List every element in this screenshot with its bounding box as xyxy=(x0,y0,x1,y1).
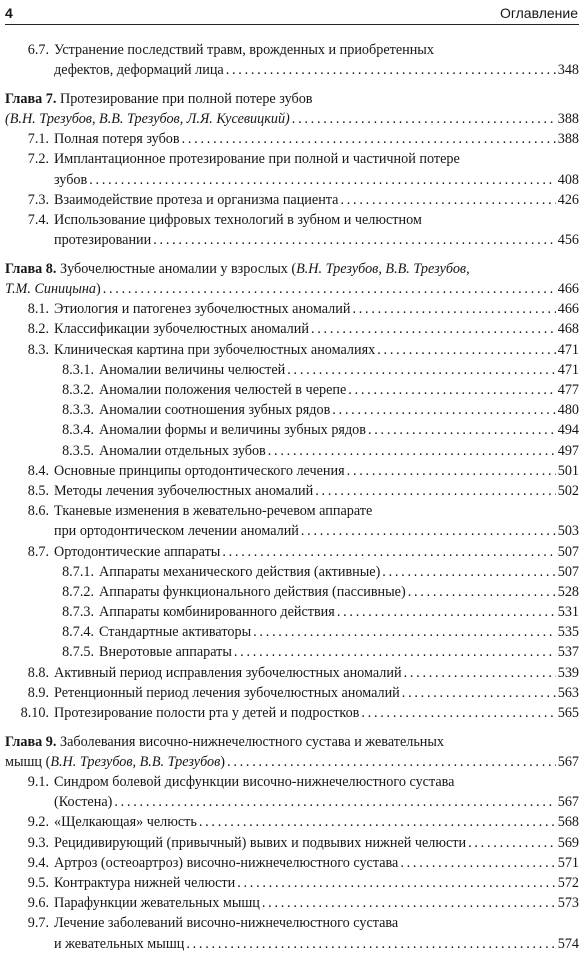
dot-leader xyxy=(468,833,556,853)
dot-leader xyxy=(268,441,556,461)
page-ref: 501 xyxy=(557,462,579,479)
toc-entry xyxy=(5,812,579,832)
entry-number: 8.3.1. xyxy=(62,361,94,378)
dot-leader xyxy=(237,873,556,893)
toc-entry xyxy=(5,752,579,772)
page-ref: 502 xyxy=(557,482,579,499)
page-ref: 507 xyxy=(557,563,579,580)
entry-leader-line xyxy=(5,319,579,339)
toc-entry xyxy=(5,340,579,360)
page-ref: 531 xyxy=(557,604,579,621)
text-run: мышц ( xyxy=(5,753,51,770)
toc-entry xyxy=(5,170,579,190)
chapter-authors: В.Н. Трезубов, В.В. Трезубов, xyxy=(296,260,470,277)
dot-leader xyxy=(292,109,556,129)
entry-number: 8.4. xyxy=(27,462,49,479)
entry-title xyxy=(54,230,151,250)
dot-leader xyxy=(377,340,555,360)
chapter-authors: В.Н. Трезубов, В.В. Трезубов xyxy=(50,753,221,770)
text-run: Аппараты комбинированного действия xyxy=(99,604,335,621)
page-ref: 567 xyxy=(557,794,579,811)
dot-leader xyxy=(226,60,556,80)
text-run: Протезирование полости рта у детей и подростков xyxy=(54,705,360,721)
entry-leader-line xyxy=(5,230,579,250)
entry-number: 8.3.2. xyxy=(62,382,94,398)
page-ref: 568 xyxy=(557,814,579,831)
text-run: Аппараты функционального действия (пассивные) xyxy=(99,583,406,600)
toc-entry xyxy=(5,299,579,319)
entry-number: 8.2. xyxy=(27,321,49,338)
entry-title xyxy=(5,752,225,772)
entry-number: 9.7. xyxy=(27,915,49,932)
page-ref: 494 xyxy=(557,422,579,439)
entry-title xyxy=(54,792,112,812)
dot-leader xyxy=(368,420,556,440)
page-ref: 497 xyxy=(557,442,579,459)
page-ref: 466 xyxy=(557,281,579,298)
entry-leader-line xyxy=(5,481,579,501)
toc-entry xyxy=(5,602,579,622)
entry-number: 9.4. xyxy=(27,854,49,871)
dot-leader xyxy=(114,792,555,812)
entry-leader-line xyxy=(5,279,579,299)
entry-number: 8.3.3. xyxy=(62,402,94,419)
toc-entry xyxy=(5,420,579,440)
page-ref: 572 xyxy=(557,875,579,891)
entry-title xyxy=(5,279,101,299)
entry-title xyxy=(99,582,406,602)
text-run: Артроз (остеоартроз) височно-нижнечелюстного сустава xyxy=(54,854,399,871)
dot-leader xyxy=(262,893,556,913)
entry-leader-line xyxy=(5,542,579,562)
chapter-label: Глава 9. xyxy=(5,733,57,750)
toc-entry xyxy=(5,360,579,380)
page-ref: 471 xyxy=(557,341,579,358)
page-ref: 539 xyxy=(557,664,579,681)
page-ref: 569 xyxy=(557,834,579,851)
entry-number: 8.7.5. xyxy=(62,644,94,661)
entry-leader-line xyxy=(5,934,579,954)
text-run: Стандартные активаторы xyxy=(99,624,252,641)
page-ref: 573 xyxy=(557,895,579,912)
toc-entry xyxy=(5,441,579,461)
dot-leader xyxy=(103,279,556,299)
entry-leader-line xyxy=(5,703,579,723)
page-ref: 574 xyxy=(557,935,579,952)
entry-title: Синдром болевой дисфункции височно-нижнечелюстного сустава xyxy=(54,774,455,791)
text-run: Ортодонтические аппараты xyxy=(54,543,221,560)
toc-entry-line xyxy=(5,772,579,792)
toc-entry-line xyxy=(5,501,579,521)
toc-entry xyxy=(5,542,579,562)
chapter-label: Глава 8. xyxy=(5,260,57,277)
entry-leader-line xyxy=(5,683,579,703)
entry-title: Использование цифровых технологий в зубном и челюстном xyxy=(54,212,422,228)
entry-title xyxy=(54,683,400,703)
entry-leader-line xyxy=(5,873,579,893)
page-ref: 535 xyxy=(557,624,579,641)
page-ref: 563 xyxy=(557,684,579,701)
entry-title xyxy=(54,461,345,481)
chapter-label: Глава 7. xyxy=(5,90,57,107)
text-run: Рецидивирующий (привычный) вывих и подвывих нижней челюсти xyxy=(54,834,467,851)
text-run: Контрактура нижней челюсти xyxy=(54,875,236,891)
page-header xyxy=(5,2,579,25)
text-run: Аппараты механического действия (активные) xyxy=(99,563,381,580)
page-ref: 468 xyxy=(557,321,579,338)
entry-number: 9.5. xyxy=(27,875,49,891)
entry-leader-line xyxy=(5,833,579,853)
text-run: Парафункции жевательных мышц xyxy=(54,895,260,912)
toc-entry xyxy=(5,703,579,723)
entry-leader-line xyxy=(5,461,579,481)
entry-leader-line xyxy=(5,129,579,149)
entry-leader-line xyxy=(5,190,579,210)
text-run: при ортодонтическом лечении аномалий xyxy=(54,523,299,540)
entry-number: 7.2. xyxy=(27,151,49,168)
dot-leader xyxy=(408,582,556,602)
toc-entry xyxy=(5,622,579,642)
page-ref: 507 xyxy=(557,543,579,560)
entry-number: 8.9. xyxy=(27,684,49,701)
toc-entry xyxy=(5,642,579,662)
toc-entry xyxy=(5,873,579,893)
text-run: Активный период исправления зубочелюстных аномалий xyxy=(54,664,402,681)
text-run: Методы лечения зубочелюстных аномалий xyxy=(54,482,314,499)
entry-title: Устранение последствий травм, врожденных и приобретенных xyxy=(54,42,434,58)
entry-number: 8.10. xyxy=(20,705,49,721)
entry-title xyxy=(99,622,251,642)
page-ref: 528 xyxy=(557,583,579,600)
dot-leader xyxy=(352,299,555,319)
dot-leader xyxy=(153,230,555,250)
entry-number: 9.3. xyxy=(27,834,49,851)
toc-entry xyxy=(5,319,579,339)
dot-leader xyxy=(382,562,555,582)
entry-number: 8.3.4. xyxy=(62,422,94,439)
dot-leader xyxy=(301,521,556,541)
text-run: Аномалии соотношения зубных рядов xyxy=(99,402,331,419)
page-ref: 388 xyxy=(557,131,579,148)
entry-title xyxy=(99,420,366,440)
chapter-authors: Т.М. Синицына xyxy=(5,281,96,298)
chapter-heading xyxy=(5,89,579,109)
text-run: Протезирование при полной потере зубов xyxy=(56,90,313,107)
entry-title xyxy=(54,853,398,873)
text-run: Внеротовые аппараты xyxy=(99,644,232,661)
text-run: Полная потеря зубов xyxy=(54,131,180,148)
entry-leader-line xyxy=(5,853,579,873)
text-run: зубов xyxy=(54,171,88,188)
entry-title xyxy=(54,703,359,723)
toc-entry xyxy=(5,582,579,602)
table-of-contents xyxy=(5,40,579,954)
entry-title xyxy=(54,481,313,501)
entry-number: 8.8. xyxy=(27,664,49,681)
toc-entry xyxy=(5,60,579,80)
entry-number: 8.6. xyxy=(27,503,49,520)
entry-number: 8.7.2. xyxy=(62,583,94,600)
toc-entry xyxy=(5,190,579,210)
entry-number: 7.4. xyxy=(27,212,49,228)
entry-title xyxy=(54,60,224,80)
chapter-heading xyxy=(5,732,579,752)
entry-title xyxy=(99,400,330,420)
text-run: Аномалии формы и величины зубных рядов xyxy=(99,422,366,439)
text-run: Аномалии отдельных зубов xyxy=(99,442,266,459)
entry-number: 8.3. xyxy=(27,341,49,358)
entry-number: 9.6. xyxy=(27,895,49,912)
dot-leader xyxy=(315,481,555,501)
toc-entry xyxy=(5,934,579,954)
dot-leader xyxy=(361,703,555,723)
dot-leader xyxy=(332,400,555,420)
chapter-authors: (В.Н. Трезубов, В.В. Трезубов, Л.Я. Кусевицкий) xyxy=(5,111,290,128)
entry-number: 8.1. xyxy=(27,301,49,318)
page-ref: 408 xyxy=(557,171,579,188)
toc-entry xyxy=(5,400,579,420)
entry-title: Тканевые изменения в жевательно-речевом аппарате xyxy=(54,503,373,520)
toc-entry-line xyxy=(5,913,579,933)
entry-number: 8.7.3. xyxy=(62,604,94,621)
page-ref: 348 xyxy=(557,62,579,79)
page-ref: 456 xyxy=(557,232,579,249)
entry-number: 9.2. xyxy=(27,814,49,831)
toc-entry-line xyxy=(5,149,579,169)
dot-leader xyxy=(186,934,555,954)
entry-title xyxy=(99,360,285,380)
entry-title xyxy=(99,642,232,662)
page-ref: 471 xyxy=(557,361,579,378)
entry-title xyxy=(54,934,184,954)
page-ref: 477 xyxy=(557,382,579,398)
text-run: дефектов, деформаций лица xyxy=(54,62,224,79)
toc-entry xyxy=(5,893,579,913)
text-run: ) xyxy=(220,753,226,770)
dot-leader xyxy=(287,360,555,380)
toc-entry xyxy=(5,380,579,400)
toc-entry xyxy=(5,461,579,481)
entry-leader-line xyxy=(5,752,579,772)
toc-entry xyxy=(5,521,579,541)
dot-leader xyxy=(404,663,556,683)
dot-leader xyxy=(199,812,556,832)
page-ref: 567 xyxy=(557,753,579,770)
entry-leader-line xyxy=(5,340,579,360)
entry-title xyxy=(54,521,299,541)
dot-leader xyxy=(402,683,556,703)
entry-title xyxy=(54,340,375,360)
entry-leader-line xyxy=(5,663,579,683)
dot-leader xyxy=(347,461,556,481)
dot-leader xyxy=(337,602,556,622)
entry-number: 8.7.1. xyxy=(62,563,94,580)
entry-number: 8.5. xyxy=(27,482,49,499)
text-run: Аномалии величины челюстей xyxy=(99,361,286,378)
entry-number: 6.7. xyxy=(27,42,49,58)
entry-number: 7.3. xyxy=(27,191,49,208)
page-ref: 571 xyxy=(557,854,579,871)
entry-leader-line xyxy=(5,521,579,541)
toc-entry xyxy=(5,683,579,703)
entry-title xyxy=(54,663,402,683)
entry-title xyxy=(54,319,309,339)
entry-title xyxy=(54,873,235,893)
entry-leader-line xyxy=(5,893,579,913)
running-head: Оглавление xyxy=(499,5,578,21)
toc-entry xyxy=(5,279,579,299)
page-number: 4 xyxy=(5,5,13,21)
entry-title xyxy=(99,441,266,461)
text-run: Зубочелюстные аномалии у взрослых ( xyxy=(56,260,297,277)
dot-leader xyxy=(222,542,555,562)
text-run: и жевательных мышц xyxy=(54,935,185,952)
toc-entry xyxy=(5,129,579,149)
dot-leader xyxy=(253,622,556,642)
entry-title xyxy=(99,562,380,582)
text-run: протезировании xyxy=(54,232,152,249)
entry-title: Лечение заболеваний височно-нижнечелюстного сустава xyxy=(54,915,399,932)
entry-title xyxy=(5,109,290,129)
entry-title xyxy=(54,190,338,210)
entry-leader-line xyxy=(5,792,579,812)
dot-leader xyxy=(348,380,555,400)
toc-entry xyxy=(5,853,579,873)
dot-leader xyxy=(89,170,555,190)
text-run: «Щелкающая» челюсть xyxy=(54,814,197,831)
toc-entry-line xyxy=(5,210,579,230)
dot-leader xyxy=(182,129,556,149)
chapter-heading xyxy=(5,259,579,279)
entry-number: 9.1. xyxy=(27,774,49,791)
entry-title xyxy=(54,170,87,190)
text-run: Аномалии положения челюстей в черепе xyxy=(99,382,347,398)
text-run: Основные принципы ортодонтического лечения xyxy=(54,462,345,479)
toc-entry xyxy=(5,481,579,501)
entry-leader-line xyxy=(5,170,579,190)
toc-entry xyxy=(5,663,579,683)
entry-number: 8.3.5. xyxy=(62,442,94,459)
entry-title xyxy=(99,380,346,400)
page-ref: 503 xyxy=(557,523,579,540)
entry-leader-line xyxy=(5,299,579,319)
page-ref: 537 xyxy=(557,644,579,661)
toc-entry xyxy=(5,833,579,853)
toc-entry xyxy=(5,562,579,582)
text-run: Клиническая картина при зубочелюстных аномалиях xyxy=(54,341,376,358)
entry-title xyxy=(54,812,197,832)
text-run: Заболевания височно-нижнечелюстного сустава и жевательных xyxy=(56,733,445,750)
entry-title xyxy=(54,893,260,913)
entry-leader-line xyxy=(5,60,579,80)
entry-leader-line xyxy=(5,812,579,832)
toc-entry xyxy=(5,792,579,812)
entry-title: Имплантационное протезирование при полной и частичной потере xyxy=(54,151,460,168)
dot-leader xyxy=(234,642,556,662)
page-ref: 426 xyxy=(557,191,579,208)
entry-title xyxy=(54,299,350,319)
entry-title xyxy=(54,129,180,149)
entry-number: 8.7.4. xyxy=(62,624,94,641)
page-ref: 480 xyxy=(557,402,579,419)
toc-entry xyxy=(5,230,579,250)
dot-leader xyxy=(400,853,555,873)
page-ref: 565 xyxy=(557,705,579,721)
entry-leader-line xyxy=(5,109,579,129)
page-ref: 388 xyxy=(557,111,579,128)
entry-number: 8.7. xyxy=(27,543,49,560)
dot-leader xyxy=(340,190,555,210)
text-run: Этиология и патогенез зубочелюстных аномалий xyxy=(54,301,351,318)
text-run: Взаимодействие протеза и организма пациента xyxy=(54,191,339,208)
toc-entry-line xyxy=(5,40,579,60)
dot-leader xyxy=(227,752,556,772)
dot-leader xyxy=(311,319,556,339)
entry-title xyxy=(99,602,335,622)
entry-title xyxy=(54,542,220,562)
entry-title xyxy=(54,833,466,853)
page-ref: 466 xyxy=(557,301,579,318)
text-run: Классификации зубочелюстных аномалий xyxy=(54,321,309,338)
text-run: (Костена) xyxy=(54,794,113,811)
text-run: ) xyxy=(95,281,101,298)
text-run: Ретенционный период лечения зубочелюстных аномалий xyxy=(54,684,400,701)
toc-entry xyxy=(5,109,579,129)
entry-number: 7.1. xyxy=(27,131,49,148)
